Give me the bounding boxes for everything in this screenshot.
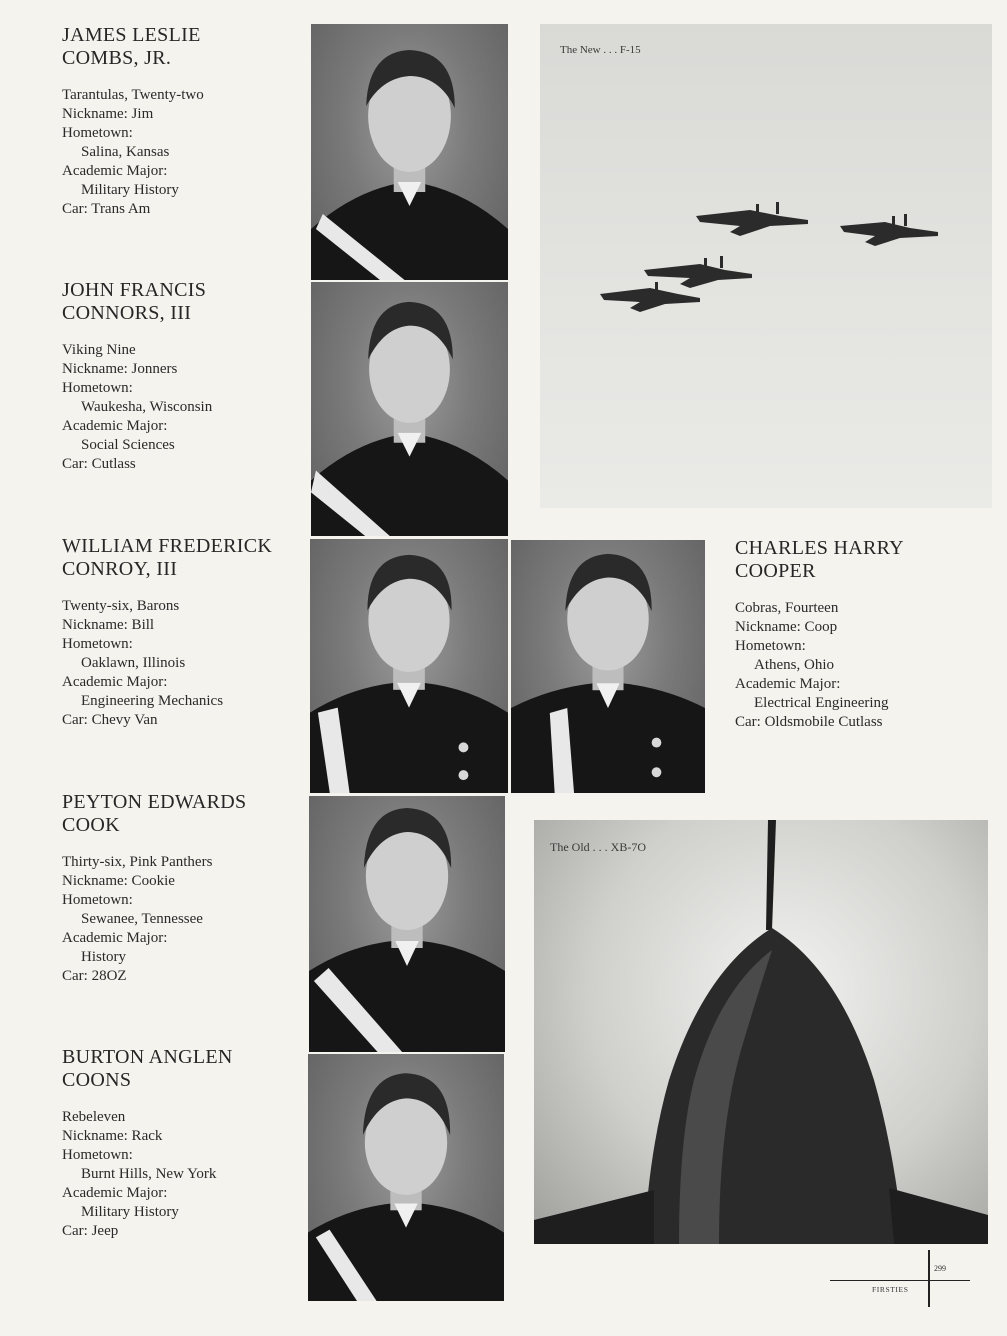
- bio-coons: [62, 1046, 302, 1241]
- cadet-portrait-graphic: [311, 24, 508, 280]
- cadet-hometown: Athens, Ohio: [754, 657, 834, 673]
- cadet-car: Car: 28OZ: [62, 968, 127, 984]
- portrait-conroy: [310, 539, 508, 793]
- cadet-company: Viking Nine: [62, 342, 136, 358]
- cadet-portrait-graphic: [310, 539, 508, 793]
- bio-connors: [62, 279, 302, 474]
- cadet-portrait-graphic: [311, 282, 508, 536]
- f15-photo: [540, 24, 992, 508]
- cadet-hometown-label: Hometown:: [62, 125, 133, 141]
- cadet-hometown: Waukesha, Wisconsin: [81, 399, 213, 415]
- cadet-car: Car: Trans Am: [62, 201, 151, 217]
- cadet-nickname: Nickname: Jonners: [62, 361, 178, 377]
- cadet-nickname: Nickname: Cookie: [62, 873, 175, 889]
- portrait-connors: [311, 282, 508, 536]
- cadet-name: BURTON ANGLEN COONS: [62, 1046, 233, 1091]
- cadet-name: PEYTON EDWARDS COOK: [62, 791, 247, 836]
- cadet-major-label: Academic Major:: [62, 930, 168, 946]
- cadet-major: Military History: [81, 182, 179, 198]
- bio-combs: [62, 24, 302, 219]
- cadet-major-label: Academic Major:: [62, 674, 168, 690]
- cadet-hometown-label: Hometown:: [62, 380, 133, 396]
- cadet-hometown-label: Hometown:: [735, 638, 806, 654]
- cadet-major-label: Academic Major:: [62, 418, 168, 434]
- cadet-portrait-graphic: [308, 1054, 504, 1301]
- f15-formation-graphic: [540, 24, 992, 508]
- cadet-major: Engineering Mechanics: [81, 693, 224, 709]
- cadet-company: Twenty-six, Barons: [62, 598, 180, 614]
- cadet-nickname: Nickname: Rack: [62, 1128, 163, 1144]
- cadet-name: WILLIAM FREDERICK CONROY, III: [62, 535, 273, 580]
- portrait-cooper: [511, 540, 705, 793]
- portrait-coons: [308, 1054, 504, 1301]
- cadet-car: Car: Cutlass: [62, 456, 136, 472]
- folio-horizontal-rule: [830, 1280, 970, 1281]
- cadet-major: History: [81, 949, 126, 965]
- folio-vertical-rule: [928, 1250, 930, 1307]
- cadet-name: CHARLES HARRY COOPER: [735, 537, 904, 582]
- cadet-portrait-graphic: [309, 796, 505, 1052]
- cadet-hometown: Salina, Kansas: [81, 144, 170, 160]
- portrait-cook: [309, 796, 505, 1052]
- cadet-nickname: Nickname: Coop: [735, 619, 838, 635]
- cadet-nickname: Nickname: Bill: [62, 617, 155, 633]
- cadet-hometown: Sewanee, Tennessee: [81, 911, 203, 927]
- cadet-hometown: Oaklawn, Illinois: [81, 655, 186, 671]
- cadet-car: Car: Chevy Van: [62, 712, 158, 728]
- cadet-major: Military History: [81, 1204, 179, 1220]
- cadet-company: Thirty-six, Pink Panthers: [62, 854, 213, 870]
- cadet-major-label: Academic Major:: [62, 163, 168, 179]
- bio-cook: [62, 791, 302, 986]
- page-folio: [830, 1250, 975, 1310]
- cadet-nickname: Nickname: Jim: [62, 106, 154, 122]
- cadet-hometown-label: Hometown:: [62, 636, 133, 652]
- cadet-major-label: Academic Major:: [62, 1185, 168, 1201]
- bio-cooper: [735, 537, 995, 732]
- cadet-major: Electrical Engineering: [754, 695, 889, 711]
- cadet-car: Car: Jeep: [62, 1223, 119, 1239]
- portrait-combs: [311, 24, 508, 280]
- xb70-photo: [534, 820, 988, 1244]
- cadet-car: Car: Oldsmobile Cutlass: [735, 714, 883, 730]
- xb70-aircraft-graphic: [534, 820, 988, 1244]
- bio-conroy: [62, 535, 302, 730]
- page-number: 299: [934, 1264, 946, 1273]
- cadet-company: Rebeleven: [62, 1109, 126, 1125]
- cadet-major-label: Academic Major:: [735, 676, 841, 692]
- cadet-company: Tarantulas, Twenty-two: [62, 87, 204, 103]
- xb70-caption: The Old . . . XB-7O: [550, 840, 646, 854]
- cadet-company: Cobras, Fourteen: [735, 600, 839, 616]
- cadet-hometown-label: Hometown:: [62, 1147, 133, 1163]
- section-label: FIRSTIES: [872, 1285, 909, 1294]
- f15-caption: The New . . . F-15: [560, 44, 641, 56]
- cadet-hometown: Burnt Hills, New York: [81, 1166, 217, 1182]
- cadet-major: Social Sciences: [81, 437, 175, 453]
- cadet-portrait-graphic: [511, 540, 705, 793]
- cadet-hometown-label: Hometown:: [62, 892, 133, 908]
- cadet-name: JAMES LESLIE COMBS, JR.: [62, 24, 201, 69]
- cadet-name: JOHN FRANCIS CONNORS, III: [62, 279, 207, 324]
